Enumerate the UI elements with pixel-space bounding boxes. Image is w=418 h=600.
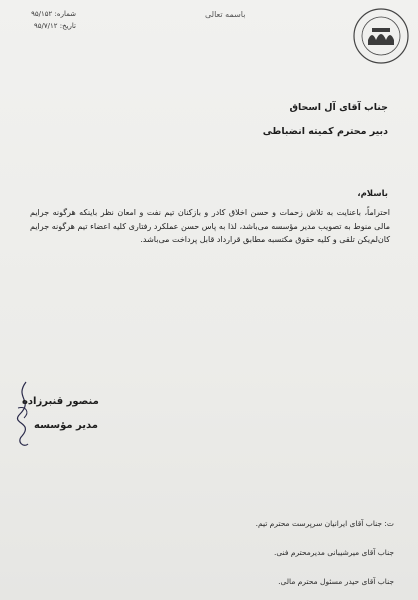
signatory-name: منصور قنبرزاده — [22, 396, 99, 407]
cc-item: جناب آقای حیدر مسئول محترم مالی. — [278, 577, 394, 586]
addressee-name: جناب آقای آل اسحاق — [289, 102, 388, 113]
greeting: باسلام، — [357, 189, 388, 199]
cc-item: جناب آقای میرشیبانی مدیرمحترم فنی. — [273, 548, 394, 557]
addressee-block — [263, 96, 388, 144]
addressee-title: دبیر محترم کمیته انضباطی — [262, 126, 388, 137]
club-logo-icon — [350, 6, 412, 66]
handwritten-signature-icon — [4, 378, 46, 450]
letter-reference — [6, 8, 76, 32]
letter-number: شماره: ۹۵/۱۵۲ — [31, 10, 76, 18]
letter-date: تاریخ: ۹۵/۷/۱۲ — [33, 22, 76, 30]
signatory-title: مدیر مؤسسه — [34, 420, 98, 431]
cc-item: ت: جناب آقای ایرانیان سرپرست محترم تیم. — [255, 519, 394, 528]
cc-list — [256, 509, 394, 596]
header-invocation: باسمه تعالی — [205, 10, 246, 19]
letter-body: احتراماً، باعنایت به تلاش زحمات و حسن اخلاق کادر و بازکنان تیم نفت و امعان نظر باینکه هرگونه جرایم مالی منوط به تصویب مدیر مؤسسه می‌باشد، لذا به پاس حسن عملکرد رفتاری کلیه اعضاء تیم هرگونه جرایم کان‌لم‌یکن تلقی و کلیه حقوق مکتسبه مطابق قرارداد قابل پرداخت می‌باشد. — [30, 208, 390, 244]
